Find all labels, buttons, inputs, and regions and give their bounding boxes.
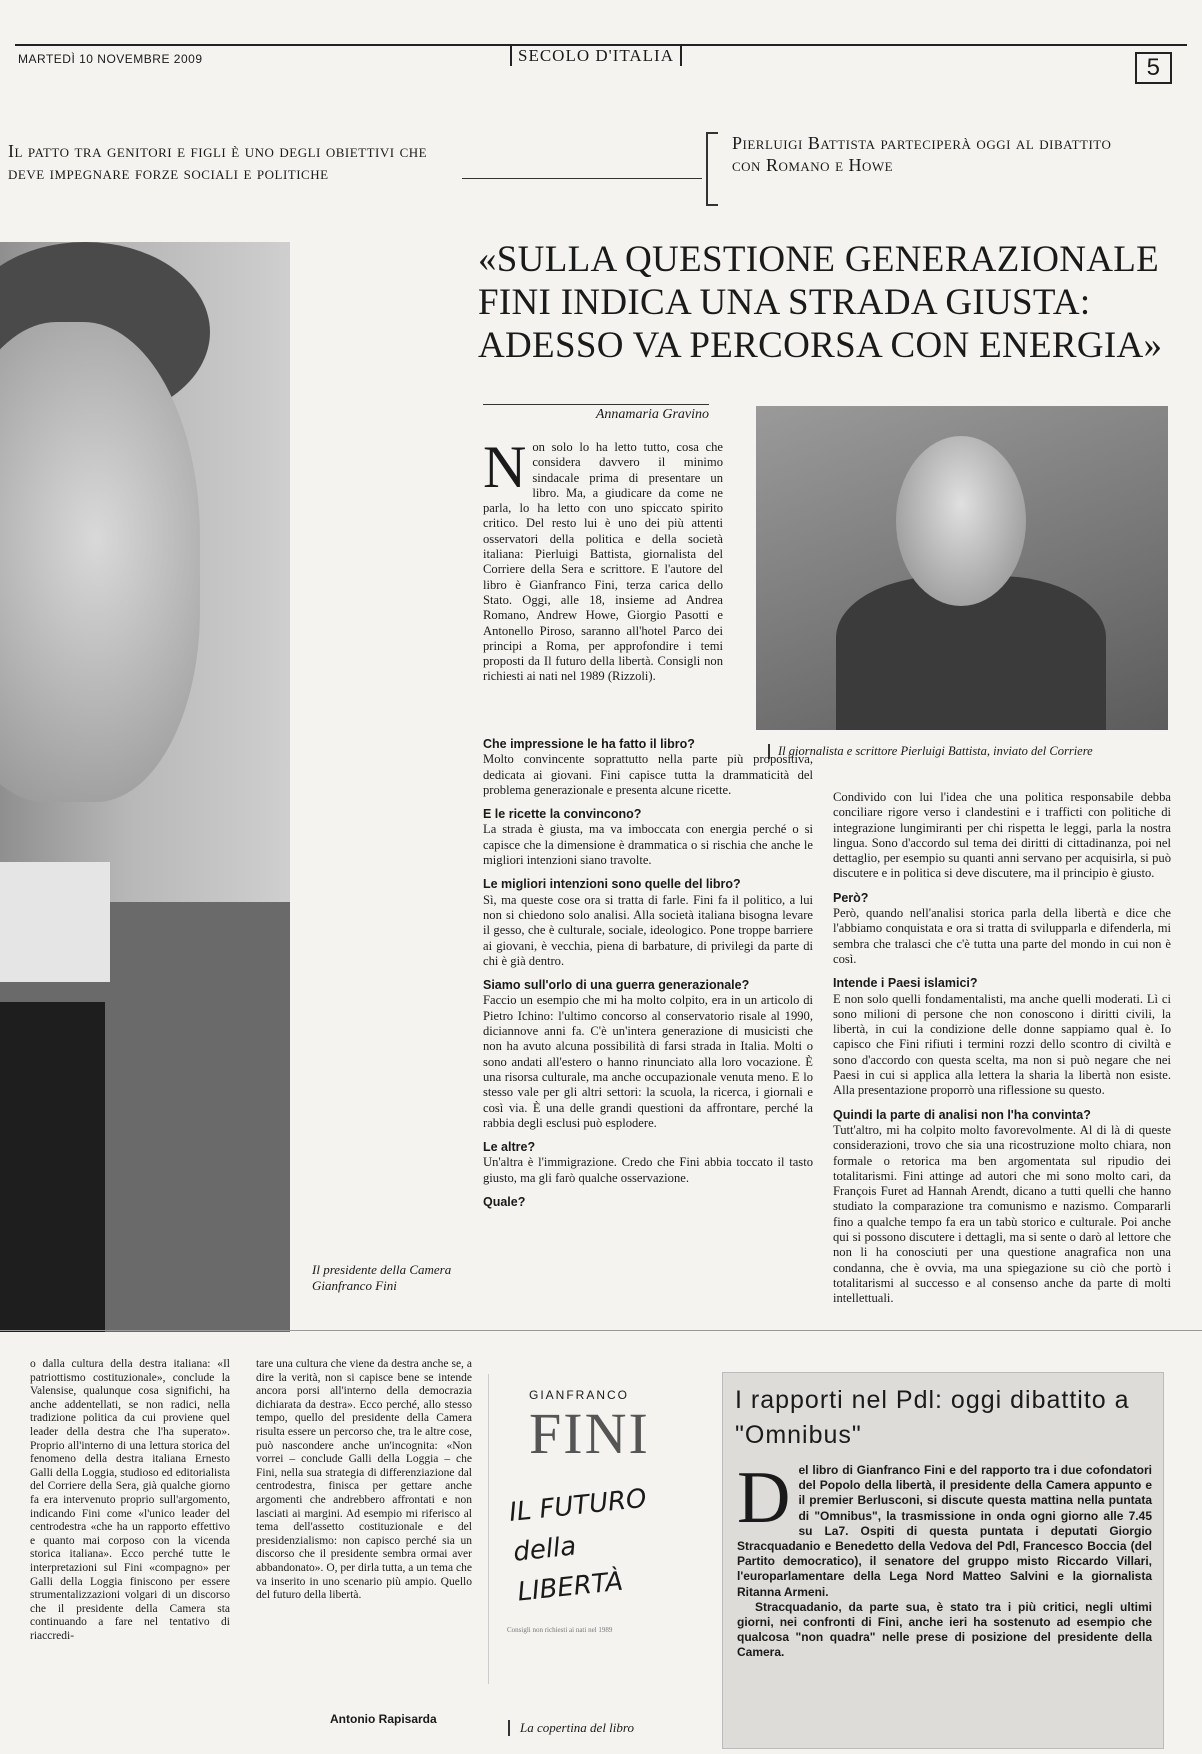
kicker-left: Il patto tra genitori e figli è uno degli obiettivi che deve impegnare forze sociali e politiche xyxy=(8,141,428,183)
book-cover xyxy=(488,1374,695,1684)
kicker-right: Pierluigi Battista parteciperà oggi al dibattito con Romano e Howe xyxy=(732,133,1112,175)
question: Però? xyxy=(833,890,869,905)
question: Siamo sull'orlo di una guerra generazionale? xyxy=(483,978,750,993)
answer: Molto convincente soprattutto nella parte più propositiva, dedicata ai giovani. Fini capisce tutta la drammaticità del problema generazionale e presenta alcune ricette. xyxy=(483,752,813,797)
question: Quindi la parte di analisi non l'ha convinta? xyxy=(833,1107,1091,1122)
photo-face xyxy=(0,322,200,802)
answer: Faccio un esempio che mi ha molto colpito, era in un articolo di Pietro Ichino: l'ultimo concorso al conservatorio risale al 1990, diciannove anni fa. C'è un'intera generazione di musicisti che non ha avuto alcuna possibilità di farsi strada in Italia. Molti o sono andati all'estero o hanno rinunciato alla loro vocazione. È una risorsa culturale, ma anche occupazionale venuta meno. E lo stesso vale per gli altri settori: la scuola, la ricerca, i giornali e così via. È una delle grandi questioni da affrontare, perché la rabbia degli esclusi può esplodere. xyxy=(483,993,813,1130)
answer: La strada è giusta, ma va imboccata con energia perché o si capisce che la dimensione è drammatica o si rischia che anche le migliori intenzioni siano travolte. xyxy=(483,822,813,868)
photo-fini xyxy=(0,242,290,1332)
book-author-first: GIANFRANCO xyxy=(529,1388,630,1402)
book-author-last: FINI xyxy=(529,1401,650,1466)
answer: Un'altra è l'immigrazione. Credo che Fini abbia toccato il tasto giusto, ma gli farò qualche osservazione. xyxy=(483,1155,813,1185)
answer: E non solo quelli fondamentalisti, ma anche quelli moderati. Lì ci sono milioni di persone che non conoscono i diritti civili, la libertà, in cui la condizione delle donne sappiamo qual è. Io capisco che Fini rifiuti i termini rozzi dello scontro di civiltà e sono d'accordo con questa scelta, ma non si può negare che nei Paesi in cui si applica alla lettera la sharia la libertà non esiste. Alla presentazione proporrò una riflessione su questo. xyxy=(833,991,1171,1098)
box-text xyxy=(737,1457,1152,1661)
section-divider xyxy=(0,1330,1202,1331)
answer: Però, quando nell'analisi storica parla della libertà e dice che l'abbiamo conquistata e ora si tratta di svilupparla e difenderla, mi sembra che tralasci che c'è tutta una parte del mondo in cui non è così. xyxy=(833,906,1171,966)
kicker-rule xyxy=(462,178,702,179)
bottom-col-2: tare una cultura che viene da destra anche se, a dire la verità, non si capisce bene se intende ancora porsi all'interno della democrazia dichiarata da destra». Ecco perché, allo stesso tempo, quello del presidente della Camera risulta essere un percorso che, tra le altre cose, può nascondere anche un'incognita: «Non vorrei – conclude Galli della Loggia – che Fini, nella sua strategia di differenziazione dal centrodestra, finisca per gettare anche argomenti che andrebbero affrontati e non lasciati ai margini. Ad esempio mi riferisco al tema dell'assetto costituzionale e del presidenzialismo: non capisco perché sia un discorso che il presidente sembra ormai aver abbandonato». O, per dirla tutta, a un tema che va inserito in uno scenario più ampio. Quello del futuro della libertà. xyxy=(256,1358,472,1602)
article-col-3 xyxy=(833,790,1171,1307)
photo-battista xyxy=(756,406,1168,730)
bottom-author: Antonio Rapisarda xyxy=(330,1712,437,1726)
box-title: I rapporti nel Pdl: oggi dibattito a "Omnibus" xyxy=(735,1386,1130,1449)
byline: Annamaria Gravino xyxy=(483,404,709,423)
photo-face xyxy=(896,436,1026,606)
answer: Condivido con lui l'idea che una politica responsabile debba conciliare rigore verso i clandestini e i trafficti con politiche di integrazione lungimiranti per chi rispetta le leggi, parla la nostra lingua. Sono d'accordo sul tema dei diritti di cittadinanza, poi nel dettaglio, per esempio su quanti anni servano per acquisirla, si può discutere e in politica si deve discutere, ma il principio è giusto. xyxy=(833,790,1171,881)
answer: Tutt'altro, mi ha colpito molto favorevolmente. Al di là di queste considerazioni, trovo che sia una ricostruzione molto chiara, non formale o retorica ma ben argomentata sul ripudio dei totalitarismi. Fini attinge ad autori che mi sono molto cari, da François Furet ad Hannah Arendt, dicano a tutti quelli che hanno studiato la comparazione tra comunismo e nazismo. Compararli fino a qualche tempo fa era un tabù storico e culturale. Poi anche qui si possono discutere i dettagli, ma si sente o darò al lettore che non li ha conosciuti per una questione anagrafica non una condanna, che è ovvia, ma una spiegazione su ciò che portò i totalitarismi al successo e al consenso anche da parte di molti intellettuali. xyxy=(833,1122,1171,1306)
page-number: 5 xyxy=(1135,52,1172,84)
header-date: MARTEDÌ 10 NOVEMBRE 2009 xyxy=(18,52,203,66)
drop-cap: N xyxy=(483,434,527,500)
box-paragraph-2: Stracquadanio, da parte sua, è stato tra i più critici, negli ultimi giorni, nei confronti di Fini, anche ieri ha sostenuto ad esempio che qualcosa "non quadra" nelle prese di posizione del presidente della Camera. xyxy=(737,1599,1152,1660)
drop-cap: D xyxy=(737,1457,791,1539)
header-publication: SECOLO D'ITALIA xyxy=(510,46,682,66)
book-subtitle: Consigli non richiesti ai nati nel 1989 xyxy=(507,1626,613,1634)
article-col-2 xyxy=(483,728,813,1210)
sidebar-box xyxy=(722,1372,1164,1749)
book-title: IL FUTURO della LIBERTÀ xyxy=(507,1483,648,1608)
question: Intende i Paesi islamici? xyxy=(833,976,978,991)
question: Le altre? xyxy=(483,1140,536,1155)
photo-tie xyxy=(0,1002,105,1332)
question: E le ricette la convincono? xyxy=(483,807,642,822)
question: Che impressione le ha fatto il libro? xyxy=(483,737,695,751)
article-col-1 xyxy=(483,434,723,685)
question: Le migliori intenzioni sono quelle del libro? xyxy=(483,877,741,892)
bottom-col-1: o dalla cultura della destra italiana: «Il patriottismo costituzionale», conclude la Valensise, qualunque cosa significhi, ha anche addentellati, se non radici, nella tradizione politica da cui proviene quel leader della destra che l'ha superato». Proprio all'interno di una lettura storica del fenomeno della destra italiana Ernesto Galli della Loggia, studioso ed editorialista del Corriere della Sera, già qualche giorno fa era intervenuto proprio sull'argomento, indicando Fini come «l'unico leader del centrodestra «che ha un rapporto effettivo e quanto mai corposo con la vicenda storica italiana». Ecco perché tutte le interpretazioni sul Fini «compagno» per Galli della Loggia finiscono per essere strumentalizzazioni volgari di un discorso che il presidente della Camera sta continuando a fare nel tentativo di riaccredi- xyxy=(30,1358,230,1642)
article-intro: on solo lo ha letto tutto, cosa che considera davvero il minimo sindacale prima di presentare un libro. Ma, a giudicare da come ne parla, lo ha letto con uno spiccato spirito critico. Del resto lui è uno dei più attenti osservatori della politica e della società italiana: Pierluigi Battista, giornalista del Corriere della Sera e scrittore. E l'autore del libro è Gianfranco Fini, terza carica dello Stato. Oggi, alle 18, insieme ad Andrea Romano, Andrew Howe, Giorgio Pasotti e Antonello Piroso, saranno all'hotel Parco dei principi a Roma, per approfondire i temi proposti da Il futuro della libertà. Consigli non richiesti ai nati nel 1989 (Rizzoli). xyxy=(483,440,723,684)
question: Quale? xyxy=(483,1195,526,1210)
kicker-bracket xyxy=(706,132,718,206)
photo-right-caption: Il giornalista e scrittore Pierluigi Battista, inviato del Corriere xyxy=(768,744,1178,759)
headline: «SULLA QUESTIONE GENERAZIONALE FINI INDICA UNA STRADA GIUSTA: ADESSO VA PERCORSA CON ENERGIA» xyxy=(478,239,1163,366)
book-caption: La copertina del libro xyxy=(508,1720,634,1736)
photo-shirt xyxy=(0,862,110,982)
photo-left-caption: Il presidente della Camera Gianfranco Fini xyxy=(312,1262,452,1293)
box-paragraph-1: el libro di Gianfranco Fini e del rapporto tra i due cofondatori del Popolo della libertà, il presidente della Camera appunto e il premier Berlusconi, si discute questa mattina nella puntata di "Omnibus", la trasmissione in onda ogni giorno alle 7.45 su La7. Ospiti di questa puntata i deputati Giorgio Stracquadanio e Benedetto della Vedova del Pdl, Francesco Boccia (del Partito democratico), il senatore del gruppo misto Riccardo Villari, l'europarlamentare della Lega Nord Matteo Salvini e la giornalista Ritanna Armeni. xyxy=(737,1463,1152,1599)
answer: Sì, ma queste cose ora si tratta di farle. Fini fa il politico, a lui non si chiedono solo analisi. Alla società italiana bisogna levare il gesso, che è culturale, sociale, ideologico. Pone troppe barriere ai giovani, è vecchia, piena di barbature, di privilegi da parte di chi è già dentro. xyxy=(483,892,813,968)
